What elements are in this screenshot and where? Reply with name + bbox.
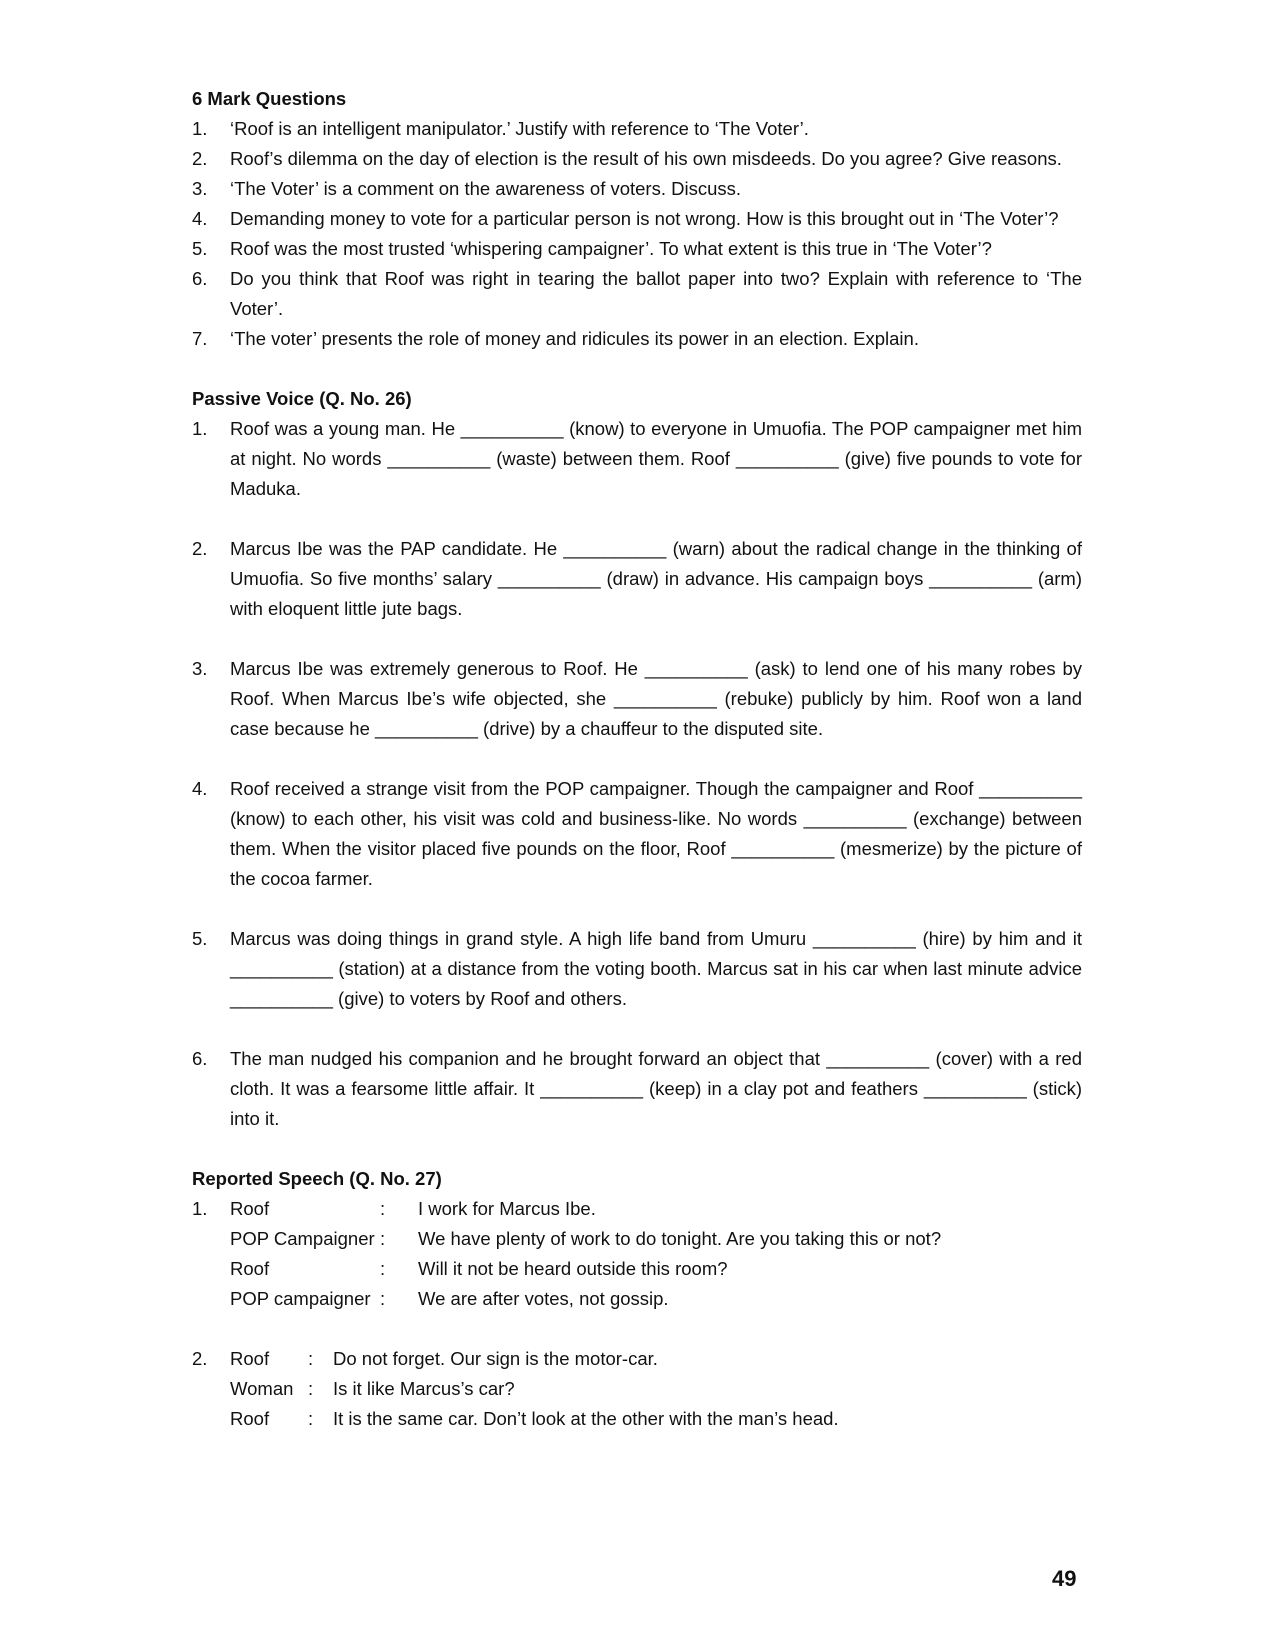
list-item bbox=[192, 654, 1082, 744]
speech-text: I work for Marcus Ibe. bbox=[418, 1198, 596, 1219]
spacer bbox=[192, 1134, 1082, 1164]
list-item bbox=[192, 204, 1082, 234]
speaker: Roof bbox=[230, 1348, 270, 1369]
speaker: Roof bbox=[230, 1258, 270, 1279]
spacer bbox=[192, 1014, 1082, 1044]
dialogue-line bbox=[230, 1224, 1082, 1254]
dialogue-line bbox=[230, 1404, 1082, 1434]
question-text: ‘The Voter’ is a comment on the awareness of voters. Discuss. bbox=[230, 178, 742, 199]
question-text: Do you think that Roof was right in tearing the ballot paper into two? Explain with reference to ‘The Voter’. bbox=[230, 268, 1082, 319]
list-item bbox=[192, 774, 1082, 894]
list-item bbox=[192, 324, 1082, 354]
question-text: ‘The voter’ presents the role of money and ridicules its power in an election. Explain. bbox=[230, 328, 919, 349]
item-number: 7. bbox=[192, 328, 208, 349]
colon: : bbox=[308, 1348, 314, 1369]
question-text: ‘Roof is an intelligent manipulator.’ Justify with reference to ‘The Voter’. bbox=[230, 118, 809, 139]
spacer bbox=[192, 354, 1082, 384]
item-number: 4. bbox=[192, 778, 208, 799]
six-mark-question-list bbox=[192, 114, 1082, 354]
passive-voice-list-cont bbox=[192, 924, 1082, 1014]
spacer bbox=[192, 624, 1082, 654]
speaker: POP Campaigner bbox=[230, 1228, 375, 1249]
speaker: Roof bbox=[230, 1198, 270, 1219]
speech-text: Will it not be heard outside this room? bbox=[418, 1258, 728, 1279]
list-item bbox=[192, 1044, 1082, 1134]
item-number: 3. bbox=[192, 658, 208, 679]
page-number: 49 bbox=[1052, 1566, 1077, 1591]
list-item bbox=[192, 234, 1082, 264]
list-item bbox=[192, 174, 1082, 204]
dialogue-line bbox=[230, 1284, 1082, 1314]
colon: : bbox=[308, 1378, 314, 1399]
item-number: 1. bbox=[192, 118, 208, 139]
passive-voice-list bbox=[192, 414, 1082, 504]
list-item bbox=[192, 264, 1082, 324]
item-number: 5. bbox=[192, 238, 208, 259]
dialogue-line bbox=[230, 1344, 1082, 1374]
spacer bbox=[192, 894, 1082, 924]
speaker: Woman bbox=[230, 1378, 294, 1399]
dialogue-two bbox=[192, 1344, 1082, 1434]
list-item bbox=[192, 114, 1082, 144]
item-number: 6. bbox=[192, 1048, 208, 1069]
item-number: 6. bbox=[192, 268, 208, 289]
item-number: 5. bbox=[192, 928, 208, 949]
passive-voice-list-cont bbox=[192, 534, 1082, 624]
speech-text: Do not forget. Our sign is the motor-car. bbox=[333, 1348, 658, 1369]
speaker: POP campaigner bbox=[230, 1288, 371, 1309]
dialogue-line bbox=[230, 1254, 1082, 1284]
list-item bbox=[192, 414, 1082, 504]
passive-voice-heading: Passive Voice (Q. No. 26) bbox=[192, 388, 412, 409]
colon: : bbox=[380, 1228, 386, 1249]
exercise-text: Marcus Ibe was the PAP candidate. He __________ (warn) about the radical change in the thinking of Umuofia. So five months’ salary __________ (draw) in advance. His campaign boys __________ (arm) with eloquent little jute bags. bbox=[230, 538, 1082, 619]
exercise-text: The man nudged his companion and he brought forward an object that __________ (cover) with a red cloth. It was a fearsome little affair. It __________ (keep) in a clay pot and feathers __________ (stick) into it. bbox=[230, 1048, 1082, 1129]
page-content bbox=[192, 84, 1082, 1434]
item-number: 2. bbox=[192, 148, 208, 169]
list-item bbox=[192, 924, 1082, 1014]
colon: : bbox=[380, 1198, 386, 1219]
list-item bbox=[192, 534, 1082, 624]
spacer bbox=[192, 1314, 1082, 1344]
speech-text: We have plenty of work to do tonight. Are you taking this or not? bbox=[418, 1228, 942, 1249]
dialogue-line bbox=[230, 1374, 1082, 1404]
exercise-text: Roof was a young man. He __________ (know) to everyone in Umuofia. The POP campaigner met him at night. No words __________ (waste) between them. Roof __________ (give) five pounds to vote for Maduka. bbox=[230, 418, 1082, 499]
question-text: Demanding money to vote for a particular person is not wrong. How is this brought out in ‘The Voter’? bbox=[230, 208, 1059, 229]
colon: : bbox=[380, 1288, 386, 1309]
reported-speech-heading: Reported Speech (Q. No. 27) bbox=[192, 1168, 442, 1189]
item-number: 1. bbox=[192, 418, 208, 439]
item-number: 2. bbox=[192, 1348, 208, 1369]
spacer bbox=[192, 504, 1082, 534]
colon: : bbox=[380, 1258, 386, 1279]
item-number: 2. bbox=[192, 538, 208, 559]
spacer bbox=[192, 744, 1082, 774]
speech-text: Is it like Marcus’s car? bbox=[333, 1378, 515, 1399]
exercise-text: Marcus was doing things in grand style. A high life band from Umuru __________ (hire) by him and it __________ (station) at a distance from the voting booth. Marcus sat in his car when last minute advice __________ (give) to voters by Roof and others. bbox=[230, 928, 1082, 1009]
six-mark-heading: 6 Mark Questions bbox=[192, 88, 347, 109]
exercise-text: Marcus Ibe was extremely generous to Roof. He __________ (ask) to lend one of his many robes by Roof. When Marcus Ibe’s wife objected, she __________ (rebuke) publicly by him. Roof won a land case because he __________ (drive) by a chauffeur to the disputed site. bbox=[230, 658, 1082, 739]
item-number: 1. bbox=[192, 1198, 208, 1219]
question-text: Roof was the most trusted ‘whispering campaigner’. To what extent is this true in ‘The Voter’? bbox=[230, 238, 992, 259]
exercise-text: Roof received a strange visit from the POP campaigner. Though the campaigner and Roof __________ (know) to each other, his visit was cold and business-like. No words __________ (exchange) between them. When the visitor placed five pounds on the floor, Roof __________ (mesmerize) by the picture of the cocoa farmer. bbox=[230, 778, 1082, 889]
item-number: 4. bbox=[192, 208, 208, 229]
item-number: 3. bbox=[192, 178, 208, 199]
passive-voice-list-cont bbox=[192, 654, 1082, 744]
colon: : bbox=[308, 1408, 314, 1429]
dialogue-line bbox=[230, 1194, 1082, 1224]
dialogue-one bbox=[192, 1194, 1082, 1314]
passive-voice-list-cont bbox=[192, 774, 1082, 894]
dialogue-lines bbox=[230, 1344, 1082, 1434]
speech-text: It is the same car. Don’t look at the other with the man’s head. bbox=[333, 1408, 839, 1429]
passive-voice-list-cont bbox=[192, 1044, 1082, 1134]
list-item bbox=[192, 144, 1082, 174]
speech-text: We are after votes, not gossip. bbox=[418, 1288, 669, 1309]
question-text: Roof’s dilemma on the day of election is the result of his own misdeeds. Do you agree? Give reasons. bbox=[230, 148, 1062, 169]
speaker: Roof bbox=[230, 1408, 270, 1429]
dialogue-lines bbox=[230, 1194, 1082, 1314]
